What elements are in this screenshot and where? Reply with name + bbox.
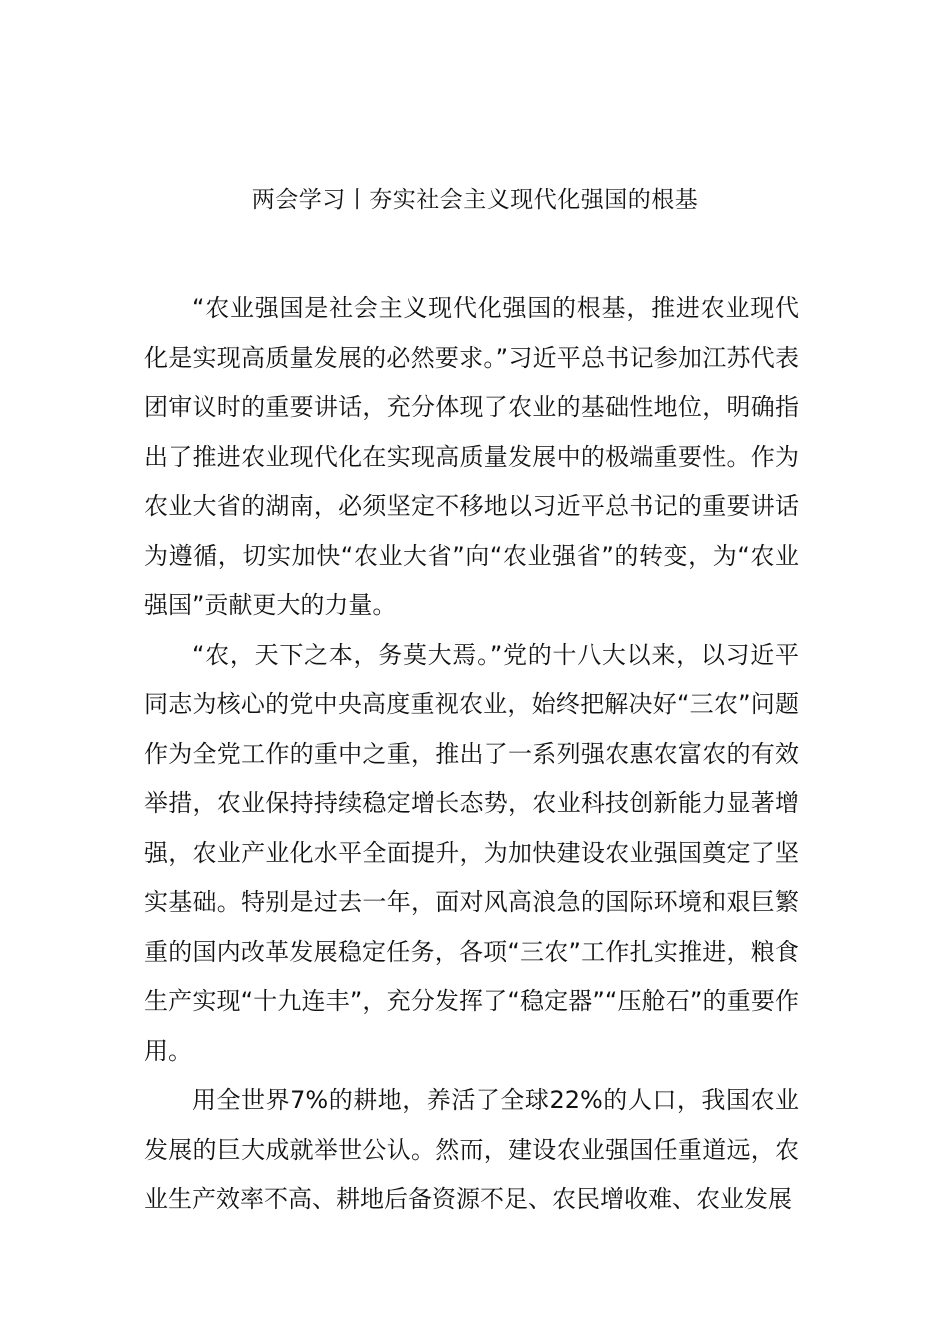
document-body [144, 284, 799, 1225]
paragraph-2: “农，天下之本，务莫大焉。”党的十八大以来，以习近平同志为核心的党中央高度重视农业，始终把解决好“三农”问题作为全党工作的重中之重，推出了一系列强农惠农富农的有效举措，农业保持持续稳定增长态势，农业科技创新能力显著增强，农业产业化水平全面提升，为加快建设农业强国奠定了坚实基础。特别是过去一年，面对风高浪急的国际环境和艰巨繁重的国内改革发展稳定任务，各项“三农”工作扎实推进，粮食生产实现“十九连丰”，充分发挥了“稳定器”“压舱石”的重要作用。 [144, 640, 799, 1065]
document-title: 两会学习丨夯实社会主义现代化强国的根基 [251, 187, 699, 213]
paragraph-3: 用全世界7%的耕地，养活了全球22%的人口，我国农业发展的巨大成就举世公认。然而，建设农业强国任重道远，农业生产效率不高、耕地后备资源不足、农民增收难、农业发展 [144, 1086, 799, 1213]
paragraph-1: “农业强国是社会主义现代化强国的根基，推进农业现代化是实现高质量发展的必然要求。”习近平总书记参加江苏代表团审议时的重要讲话，充分体现了农业的基础性地位，明确指出了推进农业现代化在实现高质量发展中的极端重要性。作为农业大省的湖南，必须坚定不移地以习近平总书记的重要讲话为遵循，切实加快“农业大省”向“农业强省”的转变，为“农业强国”贡献更大的力量。 [144, 294, 799, 619]
